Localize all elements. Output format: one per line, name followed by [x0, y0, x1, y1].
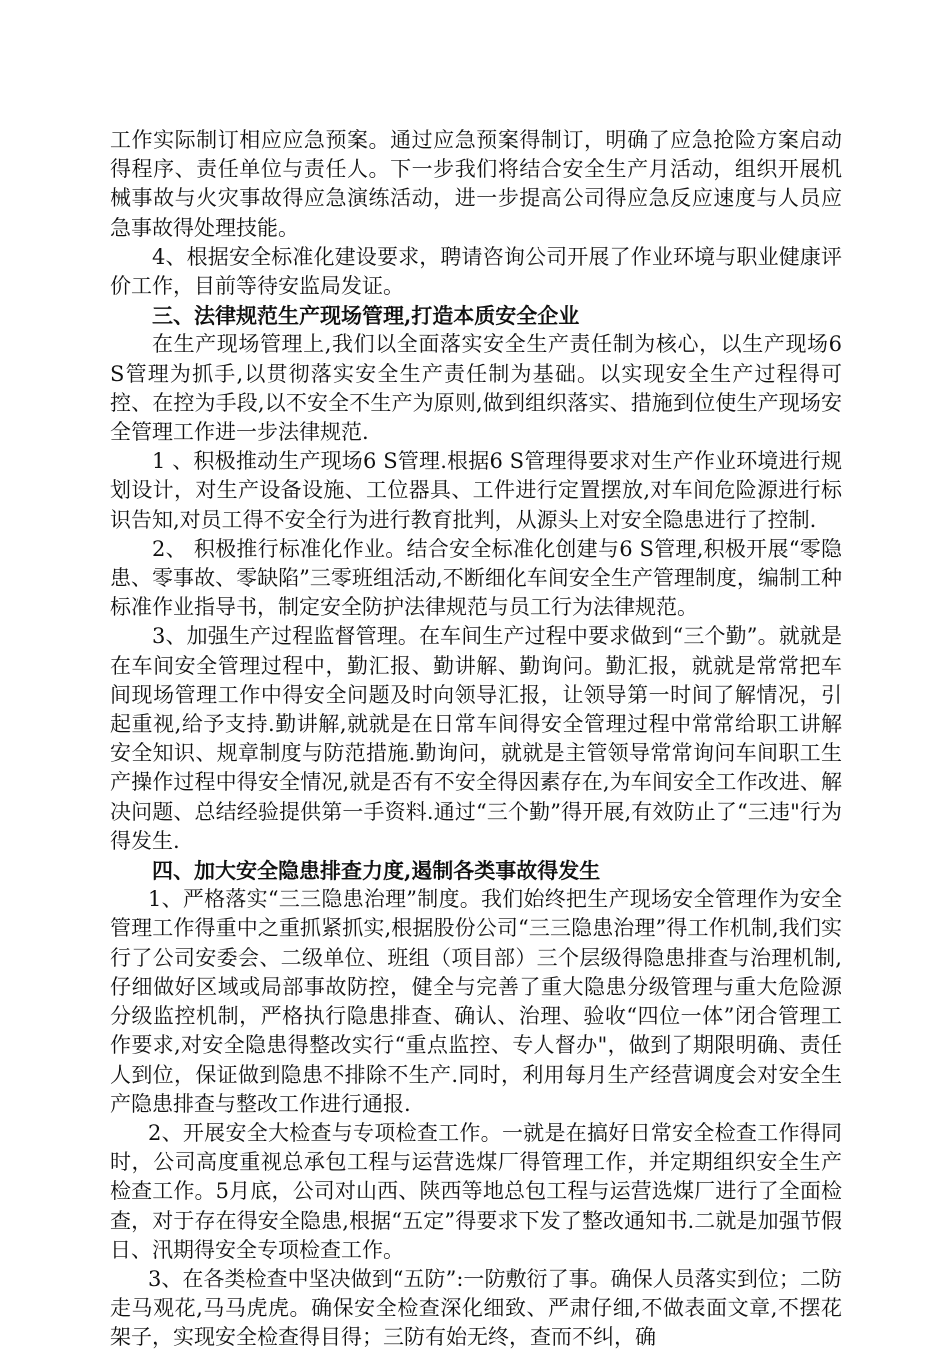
paragraph-item-4: 4、根据安全标准化建设要求，聘请咨询公司开展了作业环境与职业健康评价工作，目前等待安监局发证。 — [110, 244, 842, 299]
document-page — [110, 126, 842, 1353]
paragraph-safety-inspection: 2、开展安全大检查与专项检查工作。一就是在搞好日常安全检查工作得同时，公司高度重视总承包工程与运营选煤厂得管理工作，并定期组织安全生产检查工作。5月底，公司对山西、陕西等地总包工程与运营选煤厂进行了全面检查，对于存在得安全隐患,根据“五定”得要求下发了整改通知书.二就是加强节假日、汛期得安全专项检查工作。 — [110, 1120, 842, 1262]
paragraph-hazard-governance: 1、严格落实“三三隐患治理”制度。我们始终把生产现场安全管理作为安全管理工作得重中之重抓紧抓实,根据股份公司“三三隐患治理”得工作机制,我们实行了公司安委会、二级单位、班组（项目部）三个层级得隐患排查与治理机制,仔细做好区域或局部事故防控，健全与完善了重大隐患分级管理与重大危险源分级监控机制，严格执行隐患排查、确认、治理、验收“四位一体”闭合管理工作要求,对安全隐患得整改实行“重点监控、专人督办"，做到了期限明确、责任人到位，保证做到隐患不排除不生产.同时，利用每月生产经营调度会对安全生产隐患排查与整改工作进行通报. — [110, 887, 842, 1116]
section-heading-3: 三、法律规范生产现场管理,打造本质安全企业 — [152, 303, 580, 329]
paragraph-6s-management: 1 、积极推动生产现场6 S管理.根据6 S管理得要求对生产作业环境进行规划设计，对生产设备设施、工位器具、工件进行定置摆放,对车间危险源进行标识告知,对员工得不安全行为进行教育批判，从源头上对安全隐患进行了控制. — [110, 449, 842, 532]
paragraph-emergency-plan: 工作实际制订相应应急预案。通过应急预案得制订，明确了应急抢险方案启动得程序、责任单位与责任人。下一步我们将结合安全生产月活动，组织开展机械事故与火灾事故得应急演练活动，进一步提高公司得应急反应速度与人员应急事故得处理技能。 — [110, 128, 842, 240]
paragraph-site-management: 在生产现场管理上,我们以全面落实安全生产责任制为核心，以生产现场6 S管理为抓手,以贯彻落实安全生产责任制为基础。以实现安全生产过程得可控、在控为手段,以不安全不生产为原则,做到组织落实、措施到位使生产现场安全管理工作进一步法律规范. — [110, 332, 842, 445]
paragraph-five-preventions: 3、在各类检查中坚决做到“五防”:一防敷衍了事。确保人员落实到位；二防走马观花,马马虎虎。确保安全检查深化细致、严肃仔细,不做表面文章,不摆花架子，实现安全检查得目得；三防有始无终，查而不纠，确 — [110, 1266, 842, 1350]
paragraph-standard-operation: 2、 积极推行标准化作业。结合安全标准化创建与6 S管理,积极开展“零隐患、零事故、零缺陷”三零班组活动,不断细化车间安全生产管理制度，编制工种标准作业指导书，制定安全防护法律规范与员工行为法律规范。 — [110, 536, 842, 620]
section-heading-4: 四、加大安全隐患排查力度,遏制各类事故得发生 — [152, 858, 601, 884]
paragraph-process-supervision: 3、加强生产过程监督管理。在车间生产过程中要求做到“三个勤”。就就是在车间安全管理过程中，勤汇报、勤讲解、勤询问。勤汇报，就就是常常把车间现场管理工作中得安全问题及时向领导汇报，让领导第一时间了解情况，引起重视,给予支持.勤讲解,就就是在日常车间得安全管理过程中常常给职工讲解安全知识、规章制度与防范措施.勤询问，就就是主管领导常常询问车间职工生产操作过程中得安全情况,就是否有不安全得因素存在,为车间安全工作改进、解决问题、总结经验提供第一手资料.通过“三个勤”得开展,有效防止了“三违"行为得发生. — [110, 624, 842, 853]
